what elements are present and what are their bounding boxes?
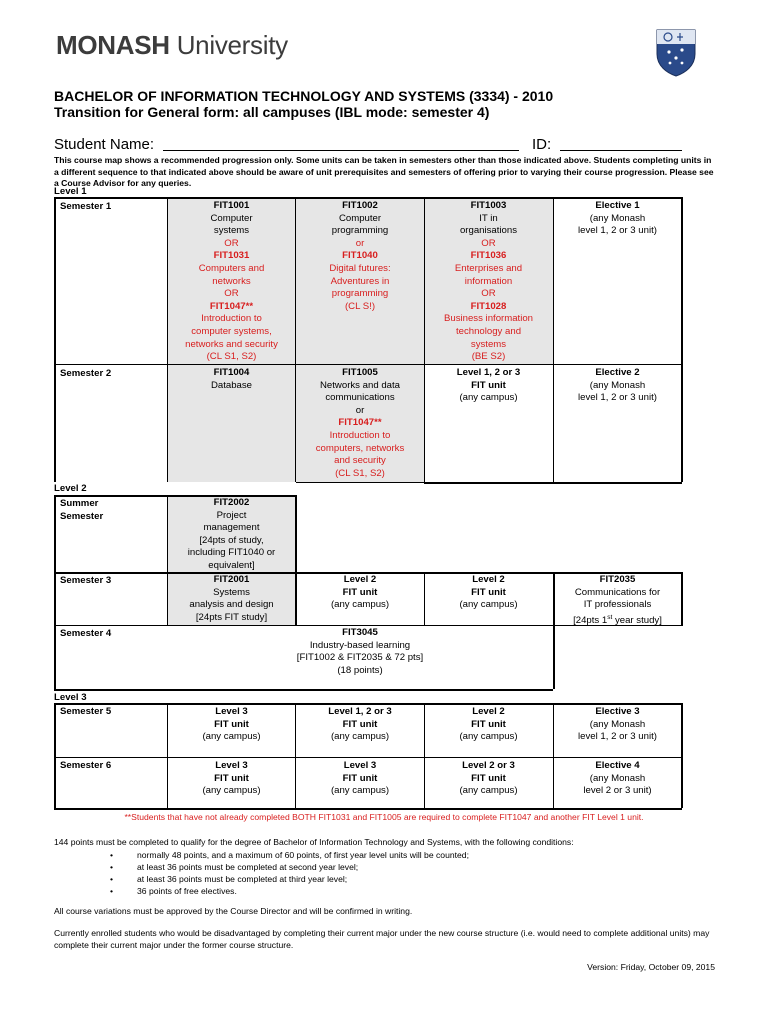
bullet-icon: • (110, 886, 114, 896)
id-field[interactable] (560, 150, 682, 151)
unit-cell-s6-c3: Level 2 or 3 FIT unit (any campus) (459, 760, 518, 797)
condition-item: at least 36 points must be completed at second year level; (137, 862, 359, 872)
unit-cell-s2-c2: FIT1005 Networks and data communications or FIT1047** Introduction to computers, networks and security (CL S1, S2) (315, 367, 405, 479)
unit-cell-s1-c2: FIT1002 Computer programming or FIT1040 Digital futures: Adventures in programming (CL S!) (329, 200, 391, 312)
condition-item: 36 points of free electives. (137, 886, 237, 896)
condition-item: normally 48 points, and a maximum of 60 points, of first year level units will be counted; (137, 850, 469, 860)
bullet-icon: • (110, 874, 114, 884)
unit-cell-s2-c3: Level 1, 2 or 3 FIT unit (any campus) (456, 367, 521, 404)
student-name-label: Student Name: (54, 136, 155, 153)
unit-cell-s2-c4: Elective 2 (any Monash level 1, 2 or 3 unit) (578, 367, 657, 404)
unit-cell-s3-c2: Level 2 FIT unit (any campus) (330, 574, 390, 611)
row-label-summer: Summer Semester (60, 498, 104, 522)
row-label-semester-5: Semester 5 (60, 706, 112, 717)
condition-item: at least 36 points must be completed at third year level; (137, 874, 348, 884)
level-2-label: Level 2 (54, 483, 87, 494)
unit-cell-s6-c2: Level 3 FIT unit (any campus) (330, 760, 390, 797)
intro-text: This course map shows a recommended progression only. Some units can be taken in semesters other than those indicated above. Students completing units in a different sequence to that indicated above should be aware of unit prerequisites and semesters of offering prior to varying their course progression. Please see a Course Advisor for any queries. (54, 155, 714, 189)
row-label-semester-2: Semester 2 (60, 368, 112, 379)
version-date: Version: Friday, October 09, 2015 (587, 962, 715, 972)
unit-cell-s5-c1: Level 3 FIT unit (any campus) (202, 706, 261, 743)
row-label-semester-6: Semester 6 (60, 760, 112, 771)
row-label-semester-1: Semester 1 (60, 201, 112, 212)
footnote: **Students that have not already completed BOTH FIT1031 and FIT1005 are required to complete FIT1047 and another FIT Level 1 unit. (124, 812, 644, 822)
monash-crest-icon (655, 28, 697, 78)
course-subtitle: Transition for General form: all campuses (IBL mode: semester 4) (54, 104, 490, 120)
unit-cell-s3-c4: FIT2035 Communications for IT professionals [24pts 1st year study] (573, 574, 662, 626)
unit-cell-s5-c4: Elective 3 (any Monash level 1, 2 or 3 unit) (578, 706, 657, 743)
student-name-field[interactable] (163, 150, 519, 151)
unit-cell-s5-c3: Level 2 FIT unit (any campus) (459, 706, 518, 743)
unit-cell-s6-c4: Elective 4 (any Monash level 2 or 3 unit) (583, 760, 652, 797)
bullet-icon: • (110, 850, 114, 860)
level-3-label: Level 3 (54, 692, 87, 703)
unit-cell-s1-c3: FIT1003 IT in organisations OR FIT1036 Enterprises and information OR FIT1028 Business information technology and systems (BE S2) (443, 200, 534, 363)
level-1-label: Level 1 (54, 186, 87, 197)
bullet-icon: • (110, 862, 114, 872)
unit-cell-s5-c2: Level 1, 2 or 3 FIT unit (any campus) (328, 706, 392, 743)
unit-cell-s1-c4: Elective 1 (any Monash level 1, 2 or 3 unit) (578, 200, 657, 237)
unit-cell-s2-c1: FIT1004 Database (210, 367, 253, 391)
unit-cell-summer: FIT2002 Project management [24pts of study, including FIT1040 or equivalent] (187, 497, 276, 571)
row-label-semester-3: Semester 3 (60, 575, 112, 586)
monash-logo-wordmark: MONASH University (56, 30, 288, 60)
row-label-semester-4: Semester 4 (60, 628, 112, 639)
unit-cell-s3-c3: Level 2 FIT unit (any campus) (459, 574, 518, 611)
enrolled-students-note: Currently enrolled students who would be disadvantaged by completing their current major under the new course structure (i.e. would need to complete additional units) may complete their current major under the former course structure. (54, 928, 710, 950)
unit-cell-s6-c1: Level 3 FIT unit (any campus) (202, 760, 261, 797)
points-requirement: 144 points must be completed to qualify for the degree of Bachelor of Information Technology and Systems, with the following conditions: (54, 837, 574, 847)
unit-cell-s4-ibl: FIT3045 Industry-based learning [FIT1002 & FIT2035 & 72 pts] (18 points) (296, 627, 424, 676)
approval-note: All course variations must be approved by the Course Director and will be confirmed in writing. (54, 906, 413, 916)
unit-cell-s3-c1: FIT2001 Systems analysis and design [24pts FIT study] (189, 574, 274, 623)
unit-cell-s1-c1: FIT1001 Computer systems OR FIT1031 Computers and networks OR FIT1047** Introduction to computer systems, networks and security (CL S1, S2) (185, 200, 278, 363)
id-label: ID: (532, 136, 552, 153)
course-title: BACHELOR OF INFORMATION TECHNOLOGY AND SYSTEMS (3334) - 2010 (54, 88, 554, 104)
